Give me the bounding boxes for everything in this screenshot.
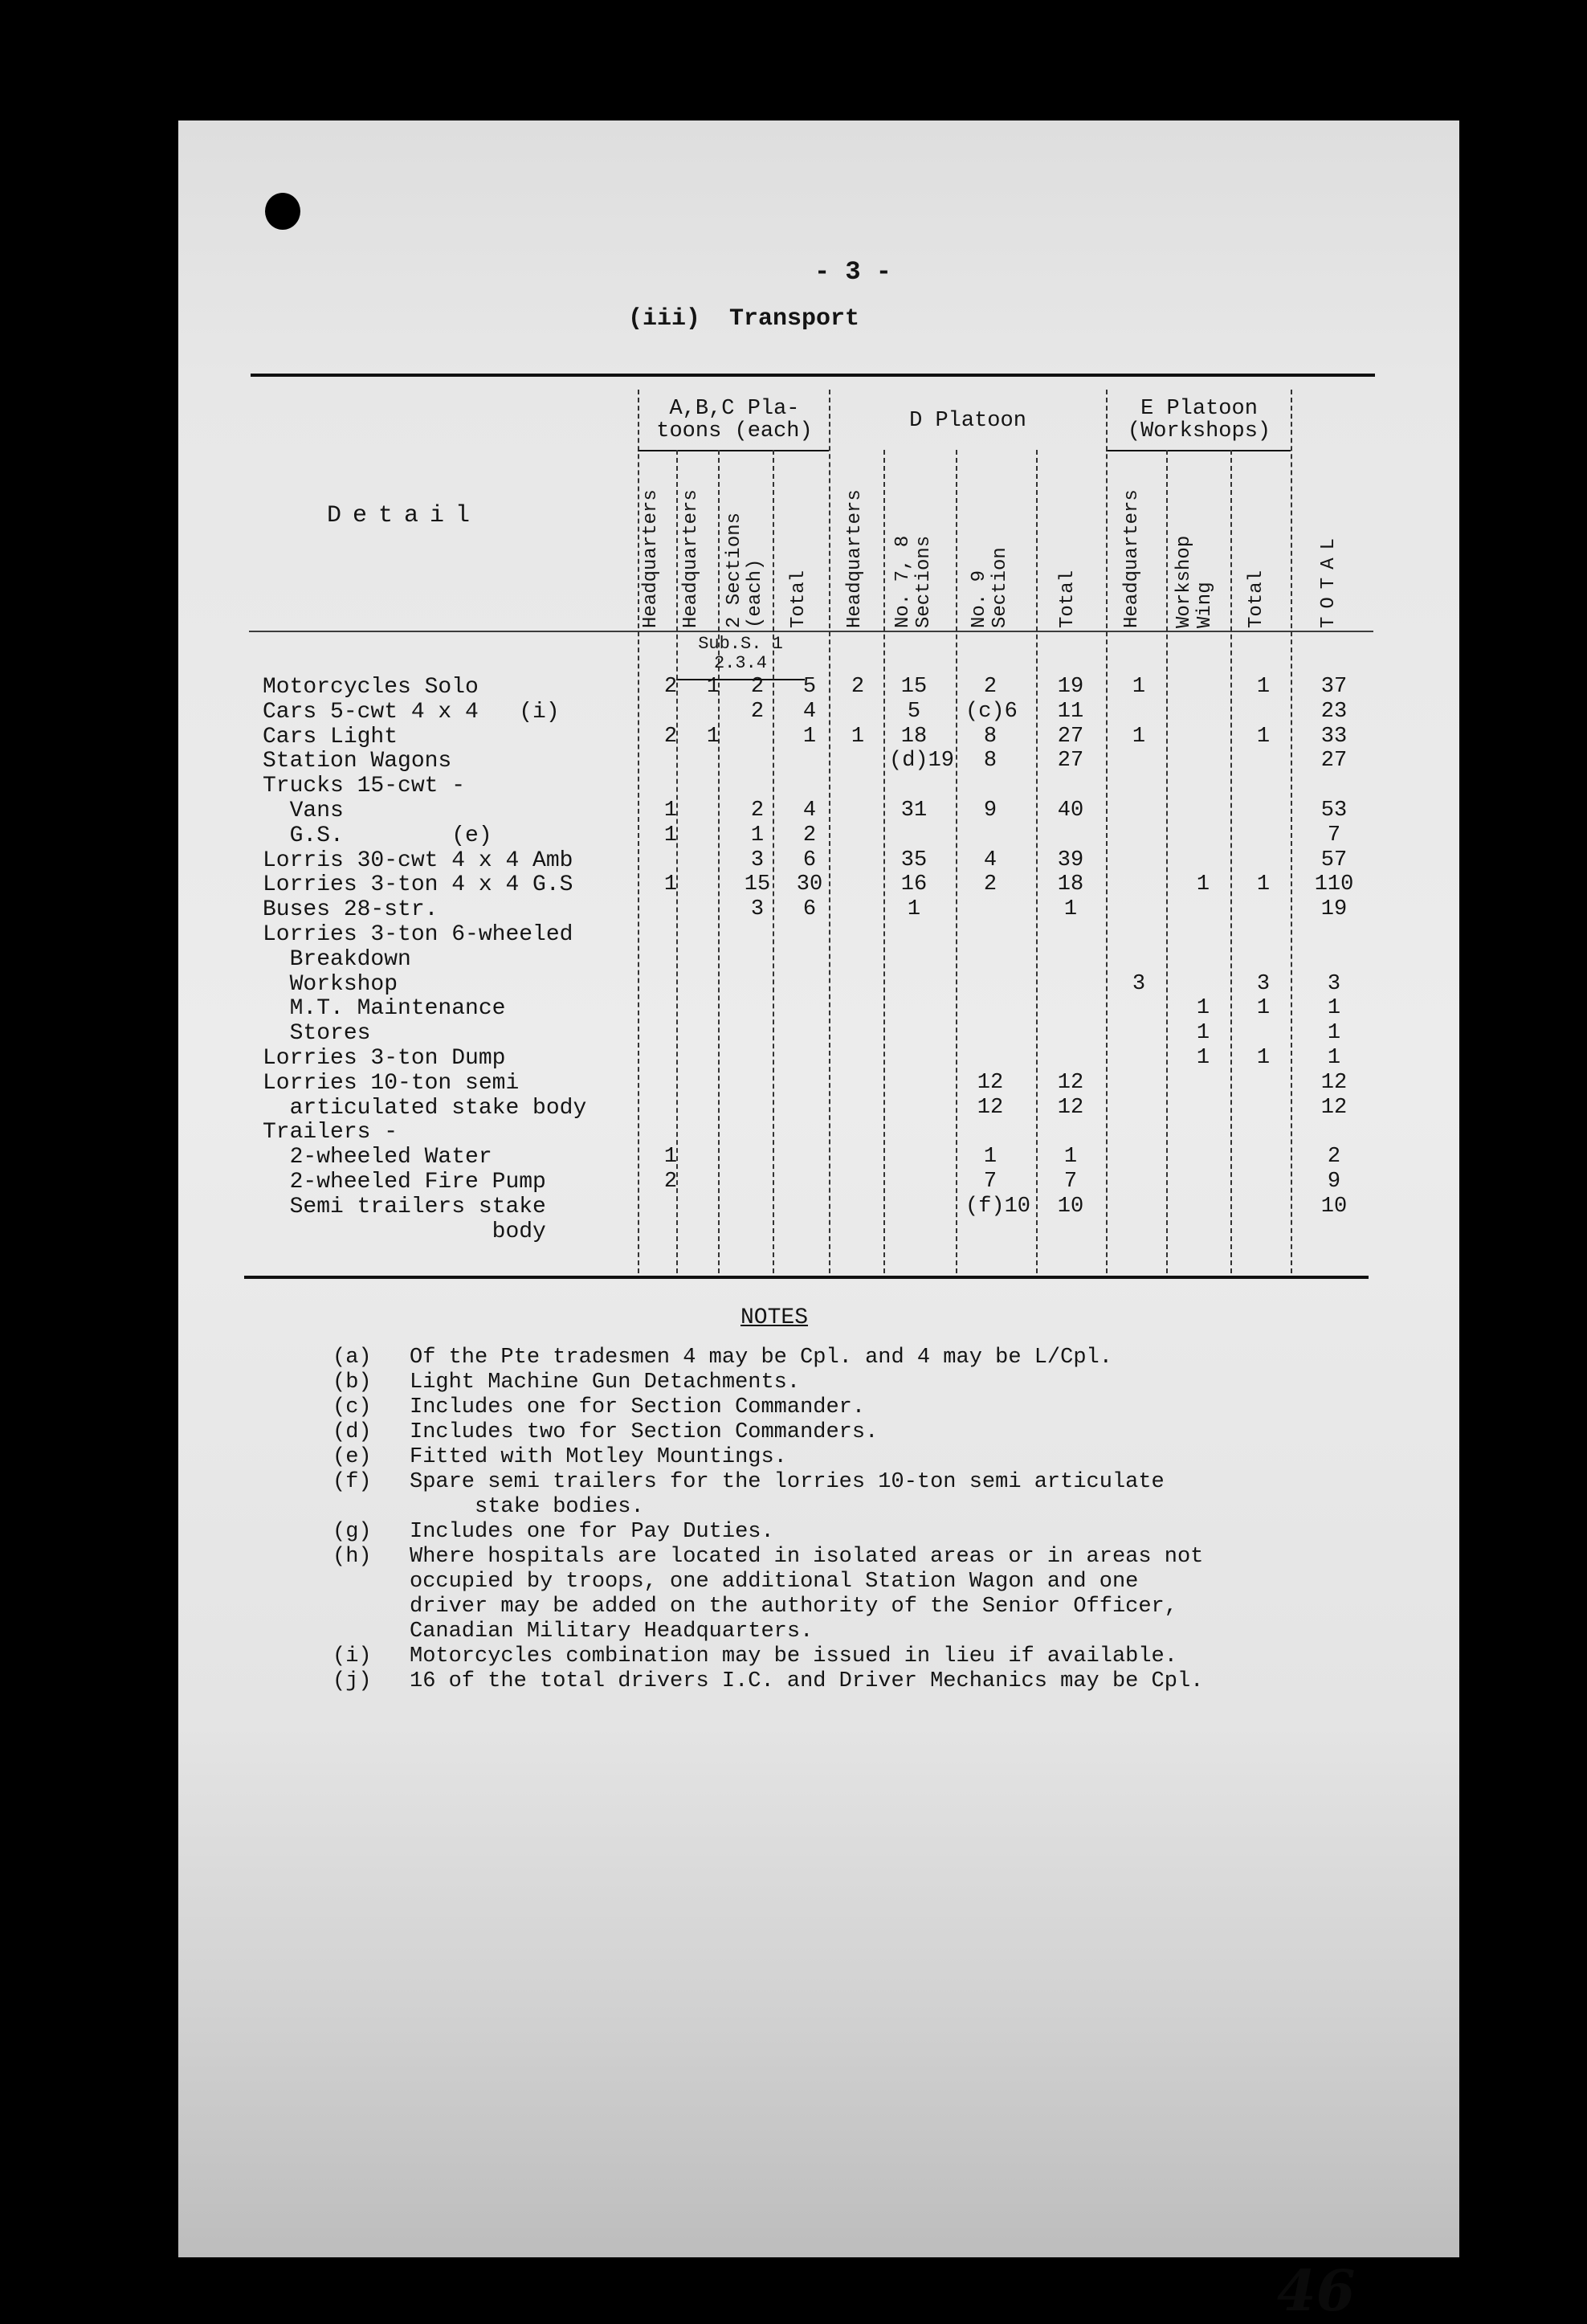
table-cell: 27 <box>1320 749 1348 774</box>
row-label: Motorcycles Solo <box>263 675 479 700</box>
col-head: Headquarters <box>680 489 702 628</box>
row-label: body <box>263 1219 546 1244</box>
row-label: Workshop <box>263 971 398 997</box>
table-cell: 3 <box>1327 971 1341 996</box>
note-key: (i) <box>332 1644 372 1668</box>
table-cell: 10 <box>1057 1194 1084 1219</box>
table-cell: 5 <box>907 699 921 724</box>
table-cell: 4 <box>802 798 817 823</box>
table-bottom-rule <box>244 1276 1369 1279</box>
col-divider <box>1166 450 1168 1273</box>
table-cell: 2 <box>983 675 997 699</box>
table-cell: 1 <box>851 724 865 749</box>
group-heading-e: E Platoon (Workshops) <box>1127 397 1271 443</box>
table-cell: 2 <box>663 724 678 749</box>
table-cell: 2 <box>750 699 765 724</box>
row-label: Trailers - <box>263 1120 398 1146</box>
table-cell: 9 <box>983 798 997 823</box>
table-cell: 18 <box>1057 872 1084 897</box>
table-cell: 3 <box>750 848 765 872</box>
row-label: Cars Light <box>263 724 398 749</box>
table-cell: 35 <box>900 848 928 872</box>
table-cell: 4 <box>983 848 997 872</box>
note-key: (c) <box>332 1395 372 1419</box>
table-cell: 40 <box>1057 798 1084 823</box>
table-cell: 6 <box>802 897 817 922</box>
table-cell: 15 <box>744 872 771 897</box>
table-cell: 2 <box>663 675 678 699</box>
col-divider <box>638 390 639 1273</box>
table-cell: 1 <box>706 724 720 749</box>
table-cell: 4 <box>802 699 817 724</box>
table-cell: 3 <box>750 897 765 922</box>
table-cell: 30 <box>796 872 823 897</box>
table-cell: 1 <box>1196 872 1210 897</box>
table-cell: 53 <box>1320 798 1348 823</box>
row-label: 2-wheeled Fire Pump <box>263 1170 546 1195</box>
note-text: Includes two for Section Commanders. <box>410 1420 879 1444</box>
group-heading-d: D Platoon <box>909 409 1026 433</box>
table-cell: 27 <box>1057 724 1084 749</box>
col-divider <box>1036 450 1038 1273</box>
table-cell: 3 <box>1132 971 1146 996</box>
table-cell: 39 <box>1057 848 1084 872</box>
row-label: Lorries 3-ton 4 x 4 G.S <box>263 872 573 898</box>
row-label: Vans <box>263 798 344 823</box>
col-divider <box>956 450 957 1273</box>
table-cell: 18 <box>900 724 928 749</box>
table-cell: 7 <box>983 1170 997 1194</box>
handwritten-folio-number: 46 <box>1277 2257 1356 2324</box>
table-cell: 12 <box>977 1070 1004 1095</box>
col-head: Total <box>788 570 810 628</box>
table-cell: 23 <box>1320 699 1348 724</box>
table-cell: 10 <box>1320 1194 1348 1219</box>
punch-hole <box>265 193 300 230</box>
table-cell: 15 <box>900 675 928 699</box>
table-cell: 27 <box>1057 749 1084 774</box>
group-heading-abc: A,B,C Pla- toons (each) <box>656 397 813 443</box>
table-cell: (f)10 <box>965 1194 1031 1219</box>
table-cell: 12 <box>1320 1095 1348 1120</box>
row-label: articulated stake body <box>263 1095 587 1121</box>
col-divider <box>1106 390 1108 1273</box>
document-page <box>178 120 1459 2324</box>
col-head: No. 7, 8 Sections <box>892 535 935 628</box>
row-label: Lorries 3-ton Dump <box>263 1046 506 1071</box>
row-label: Lorries 10-ton semi <box>263 1070 520 1096</box>
col-head: No. 9 Section <box>969 547 1011 628</box>
note-text: Spare semi trailers for the lorries 10-ton semi articulate stake bodies. <box>410 1470 1165 1519</box>
row-label: Station Wagons <box>263 749 452 774</box>
note-text: Includes one for Pay Duties. <box>410 1520 774 1544</box>
table-cell: (d)19 <box>889 749 955 774</box>
section-title: (iii) Transport <box>628 305 860 333</box>
table-cell: 16 <box>900 872 928 897</box>
table-cell: 8 <box>983 724 997 749</box>
table-cell: 12 <box>977 1095 1004 1120</box>
col-divider <box>1291 390 1292 1273</box>
table-cell: 1 <box>1132 675 1146 699</box>
table-cell: 2 <box>750 675 765 699</box>
table-cell: 7 <box>1063 1170 1078 1194</box>
table-cell: 1 <box>1256 675 1271 699</box>
table-cell: 9 <box>1327 1170 1341 1194</box>
table-cell: 1 <box>663 1145 678 1170</box>
table-header-rule <box>249 631 1373 632</box>
row-label: Buses 28-str. <box>263 897 439 923</box>
row-label: Lorris 30-cwt 4 x 4 Amb <box>263 848 573 873</box>
table-top-rule <box>251 374 1375 377</box>
detail-heading: Detail <box>327 502 482 529</box>
note-key: (a) <box>332 1346 372 1370</box>
col-head: TOTAL <box>1318 529 1340 628</box>
table-cell: 2 <box>983 872 997 897</box>
table-cell: 1 <box>1256 724 1271 749</box>
table-cell: 1 <box>1196 1021 1210 1046</box>
table-cell: 57 <box>1320 848 1348 872</box>
table-cell: 8 <box>983 749 997 774</box>
table-cell: 31 <box>900 798 928 823</box>
note-text: Of the Pte tradesmen 4 may be Cpl. and 4 may be L/Cpl. <box>410 1346 1112 1370</box>
table-cell: 12 <box>1057 1070 1084 1095</box>
abc-group-rule <box>638 450 829 451</box>
table-cell: 11 <box>1057 699 1084 724</box>
table-cell: (c)6 <box>965 699 1018 724</box>
notes-title: NOTES <box>740 1305 809 1330</box>
table-cell: 2 <box>802 823 817 848</box>
table-cell: 1 <box>1063 897 1078 922</box>
note-key: (f) <box>332 1470 372 1494</box>
table-cell: 1 <box>1256 996 1271 1021</box>
table-cell: 1 <box>907 897 921 922</box>
row-label: 2-wheeled Water <box>263 1145 492 1170</box>
table-cell: 2 <box>750 798 765 823</box>
table-cell: 1 <box>1196 1046 1210 1070</box>
table-cell: 33 <box>1320 724 1348 749</box>
sub-heading: Sub.S. 1 2.3.4 <box>698 634 783 673</box>
note-text: Where hospitals are located in isolated areas or in areas not occupied by troops, one additional Station Wagon and one driver may be added on the authority of the Senior Officer, Canadian Military Headquarters. <box>410 1545 1204 1644</box>
table-cell: 19 <box>1320 897 1348 922</box>
row-label: G.S. (e) <box>263 823 492 848</box>
table-cell: 1 <box>983 1145 997 1170</box>
table-cell: 110 <box>1314 872 1354 897</box>
row-label: Stores <box>263 1021 371 1047</box>
page-number: - 3 - <box>814 257 891 287</box>
col-head: Headquarters <box>1121 489 1143 628</box>
col-head: 2 Sections (each) <box>724 512 766 628</box>
note-key: (h) <box>332 1545 372 1569</box>
row-label: Cars 5-cwt 4 x 4 (i) <box>263 699 560 725</box>
table-cell: 7 <box>1327 823 1341 848</box>
table-cell: 2 <box>1327 1145 1341 1170</box>
table-cell: 1 <box>663 798 678 823</box>
note-key: (b) <box>332 1370 372 1395</box>
note-text: 16 of the total drivers I.C. and Driver Mechanics may be Cpl. <box>410 1669 1204 1693</box>
table-cell: 1 <box>1256 1046 1271 1070</box>
table-cell: 1 <box>663 823 678 848</box>
table-cell: 1 <box>706 675 720 699</box>
table-cell: 3 <box>1256 971 1271 996</box>
table-cell: 12 <box>1057 1095 1084 1120</box>
table-cell: 1 <box>802 724 817 749</box>
table-cell: 2 <box>851 675 865 699</box>
e-group-rule <box>1106 450 1291 451</box>
note-text: Light Machine Gun Detachments. <box>410 1370 801 1395</box>
table-cell: 1 <box>1327 996 1341 1021</box>
col-divider <box>883 450 885 1273</box>
col-head: Headquarters <box>640 489 662 628</box>
table-cell: 19 <box>1057 675 1084 699</box>
table-cell: 1 <box>1327 1046 1341 1070</box>
table-cell: 1 <box>1132 724 1146 749</box>
col-divider <box>718 450 720 1273</box>
table-cell: 1 <box>1196 996 1210 1021</box>
note-text: Fitted with Motley Mountings. <box>410 1445 787 1469</box>
table-cell: 37 <box>1320 675 1348 699</box>
table-cell: 12 <box>1320 1070 1348 1095</box>
note-key: (j) <box>332 1669 372 1693</box>
col-divider <box>1230 450 1232 1273</box>
table-cell: 1 <box>1063 1145 1078 1170</box>
col-head: Total <box>1057 570 1079 628</box>
note-key: (g) <box>332 1520 372 1544</box>
row-label: Semi trailers stake <box>263 1194 546 1219</box>
col-head: Headquarters <box>844 489 866 628</box>
table-cell: 2 <box>663 1170 678 1194</box>
table-cell: 1 <box>663 872 678 897</box>
table-cell: 1 <box>1256 872 1271 897</box>
row-label: Trucks 15-cwt - <box>263 774 466 799</box>
table-cell: 1 <box>750 823 765 848</box>
note-text: Motorcycles combination may be issued in lieu if available. <box>410 1644 1177 1668</box>
table-cell: 5 <box>802 675 817 699</box>
row-label: M.T. Maintenance <box>263 996 506 1022</box>
note-key: (d) <box>332 1420 372 1444</box>
row-label: Lorries 3-ton 6-wheeled <box>263 922 573 947</box>
note-text: Includes one for Section Commander. <box>410 1395 866 1419</box>
table-cell: 6 <box>802 848 817 872</box>
note-key: (e) <box>332 1445 372 1469</box>
col-head: Workshop Wing <box>1173 535 1216 628</box>
col-head: Total <box>1246 570 1267 628</box>
table-cell: 1 <box>1327 1021 1341 1046</box>
row-label: Breakdown <box>263 946 411 972</box>
